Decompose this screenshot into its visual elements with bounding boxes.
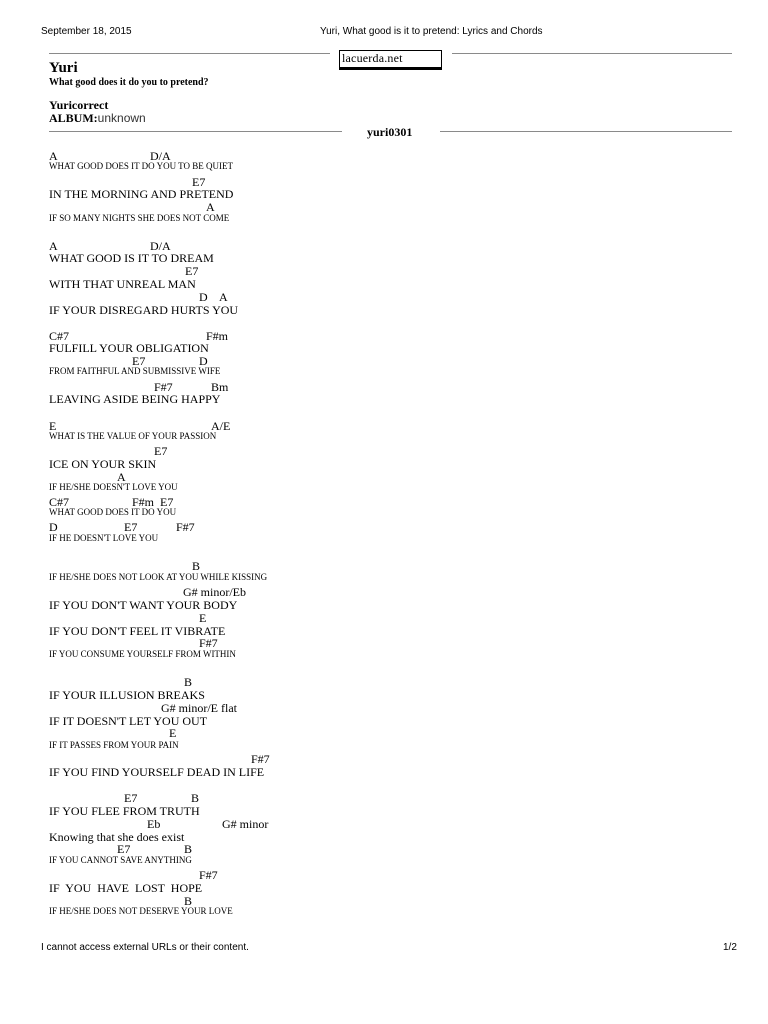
- chord-line: D A: [199, 290, 228, 304]
- lyric-line: LEAVING ASIDE BEING HAPPY: [49, 392, 221, 406]
- chord-line: G# minor/E flat: [161, 701, 237, 715]
- chord-line: G# minor/Eb: [183, 585, 246, 599]
- chord-line: F#7: [199, 636, 218, 650]
- lyric-line: ICE ON YOUR SKIN: [49, 457, 157, 471]
- lyric-line: IF HE/SHE DOES NOT LOOK AT YOU WHILE KISSING: [49, 572, 268, 582]
- contributor-username[interactable]: yuri0301: [367, 125, 413, 139]
- print-date: September 18, 2015: [41, 26, 132, 37]
- chord-line: E7: [124, 791, 138, 805]
- chord-line: E7: [185, 264, 199, 278]
- chord-line: Eb: [147, 817, 161, 831]
- chord-line: A: [206, 200, 215, 214]
- chord-line: Bm: [211, 380, 229, 394]
- lyric-line: IN THE MORNING AND PRETEND: [49, 187, 234, 201]
- chord-line: F#7: [251, 752, 270, 766]
- album-value: unknown: [97, 111, 146, 125]
- lyric-line: IF YOU CONSUME YOURSELF FROM WITHIN: [49, 649, 236, 659]
- lyric-line: IF YOU FLEE FROM TRUTH: [49, 804, 200, 818]
- chord-line: A D/A: [49, 149, 171, 163]
- chord-line: D: [199, 354, 208, 368]
- chord-line: F#m E7: [132, 495, 174, 509]
- chord-line: B: [184, 894, 193, 908]
- lyric-line: FROM FAITHFUL AND SUBMISSIVE WIFE: [49, 366, 221, 376]
- lyric-line: FULFILL YOUR OBLIGATION: [49, 341, 209, 355]
- chord-line: E7: [154, 444, 168, 458]
- chord-line: E: [169, 726, 177, 740]
- lyric-line: WHAT GOOD DOES IT DO YOU TO BE QUIET: [49, 161, 233, 171]
- page-number: 1/2: [723, 942, 737, 953]
- lyric-line: IF HE/SHE DOESN'T LOVE YOU: [49, 482, 178, 492]
- lyric-line: IF HE DOESN'T LOVE YOU: [49, 533, 159, 543]
- chord-line: F#7: [176, 520, 195, 534]
- lyric-line: IF IT DOESN'T LET YOU OUT: [49, 714, 208, 728]
- lyric-line: IF YOUR ILLUSION BREAKS: [49, 688, 205, 702]
- album-label: ALBUM:: [49, 111, 98, 125]
- chord-line: E7: [132, 354, 146, 368]
- chord-line: F#m: [206, 329, 229, 343]
- chord-line: G# minor: [222, 817, 269, 831]
- song-subtitle: What good does it do you to pretend?: [49, 77, 209, 88]
- chord-line: C#7: [49, 329, 70, 343]
- chord-line: F#7: [154, 380, 173, 394]
- chord-line: C#7: [49, 495, 70, 509]
- lyric-line: IF IT PASSES FROM YOUR PAIN: [49, 740, 179, 750]
- chord-line: E7: [192, 175, 206, 189]
- chord-line: B: [184, 675, 193, 689]
- chord-line: A/E: [211, 419, 231, 433]
- lyric-line: IF YOUR DISREGARD HURTS YOU: [49, 303, 239, 317]
- lyric-line: Knowing that she does exist: [49, 830, 185, 844]
- chord-line: A: [117, 470, 126, 484]
- lyric-line: WITH THAT UNREAL MAN: [49, 277, 196, 291]
- chord-line: D: [49, 520, 58, 534]
- chord-line: E: [49, 419, 57, 433]
- chord-line: B: [192, 559, 201, 573]
- chord-line: F#7: [199, 868, 218, 882]
- lyric-line: IF YOU DON'T FEEL IT VIBRATE: [49, 624, 226, 638]
- print-page-title: Yuri, What good is it to pretend: Lyrics and Chords: [320, 26, 543, 37]
- lyric-line: IF YOU CANNOT SAVE ANYTHING: [49, 855, 192, 865]
- lyric-line: WHAT GOOD IS IT TO DREAM: [49, 251, 214, 265]
- lyric-line: IF YOU HAVE LOST HOPE: [49, 881, 203, 895]
- lyric-line: IF YOU DON'T WANT YOUR BODY: [49, 598, 238, 612]
- lyric-line: WHAT IS THE VALUE OF YOUR PASSION: [49, 431, 217, 441]
- chord-line: E: [199, 611, 207, 625]
- chord-line: E7: [117, 842, 131, 856]
- song-title: Yuri: [49, 60, 78, 76]
- chord-line: B: [184, 842, 193, 856]
- chord-line: E7: [124, 520, 138, 534]
- lyric-line: IF YOU FIND YOURSELF DEAD IN LIFE: [49, 765, 265, 779]
- lyric-line: IF HE/SHE DOES NOT DESERVE YOUR LOVE: [49, 906, 233, 916]
- chord-line: A D/A: [49, 239, 171, 253]
- lacuerda-logo[interactable]: lacuerda.net: [339, 50, 442, 70]
- footer-note: I cannot access external URLs or their content.: [41, 942, 249, 953]
- chord-line: B: [191, 791, 200, 805]
- lyric-line: WHAT GOOD DOES IT DO YOU: [49, 507, 177, 517]
- artist-name[interactable]: Yuricorrect: [49, 98, 109, 112]
- lyric-line: IF SO MANY NIGHTS SHE DOES NOT COME: [49, 213, 230, 223]
